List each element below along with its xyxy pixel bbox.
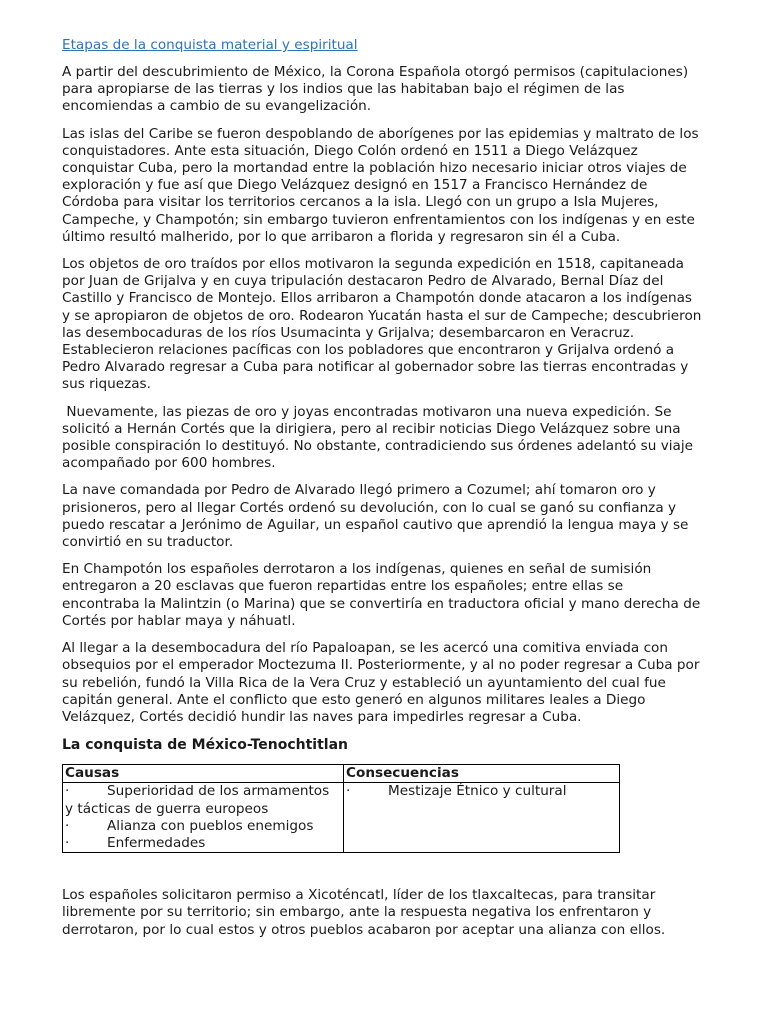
- header-consecuencias: Consecuencias: [344, 765, 620, 783]
- section-heading: La conquista de México-Tenochtitlan: [62, 737, 349, 754]
- causas-cell: [63, 783, 344, 853]
- causa-text: Superioridad de los armamentos y tácticas de guerra europeos: [65, 783, 330, 817]
- consecuencia-text: Mestizaje Étnico y cultural: [388, 783, 567, 800]
- bullet-dot: ·: [346, 783, 351, 800]
- stages-link[interactable]: Etapas de la conquista material y espiritual: [62, 37, 358, 53]
- bullet-dot: ·: [65, 783, 70, 800]
- causa-item: [65, 835, 341, 852]
- table-header-row: [63, 765, 620, 783]
- causa-text: Alianza con pueblos enemigos: [107, 817, 314, 834]
- causa-text: Enfermedades: [107, 834, 206, 851]
- paragraph-2: Las islas del Caribe se fueron despoblando de aborígenes por las epidemias y maltrato de los conquistadores. Ante esta situación, Diego Colón ordenó en 1511 a Diego Velázquez conquistar Cuba, pero la mortandad entre la población hizo necesario iniciar otros viajes de exploración y fue así que Diego Velázquez designó en 1517 a Francisco Hernández de Córdoba para visitar los territorios cercanos a la isla. Llegó con un grupo a Isla Mujeres, Campeche, y Champotón; sin embargo tuvieron enfrentamientos con los indígenas y en este último resultó malherido, por lo que arribaron a florida y regresaron sin él a Cuba.: [62, 125, 699, 245]
- final-paragraph: Los españoles solicitaron permiso a Xicoténcatl, líder de los tlaxcaltecas, para transitar libremente por su territorio; sin embargo, ante la respuesta negativa los enfrentaron y derrotaron, por lo cual estos y otros pueblos acabaron por aceptar una alianza con ellos.: [62, 887, 666, 938]
- causa-item: [65, 783, 341, 817]
- document-page: [62, 36, 702, 949]
- table-row: [63, 783, 620, 853]
- causes-consequences-table: [62, 764, 620, 853]
- bullet-dot: ·: [65, 834, 70, 851]
- header-causas: Causas: [63, 765, 344, 783]
- paragraph-1: A partir del descubrimiento de México, la Corona Española otorgó permisos (capitulaciones) para apropiarse de las tierras y los indios que las habitaban bajo el régimen de las encomiendas a cambio de su evangelización.: [62, 64, 689, 115]
- consecuencias-cell: [344, 783, 620, 853]
- bullet-dot: ·: [65, 817, 70, 834]
- paragraph-7: Al llegar a la desembocadura del río Papaloapan, se les acercó una comitiva enviada con obsequios por el emperador Moctezuma II. Posteriormente, y al no poder regresar a Cuba por su rebelión, fundó la Villa Rica de la Vera Cruz y estableció un ayuntamiento del cual fue capitán general. Ante el conflicto que esto generó en algunos militares leales a Diego Velázquez, Cortés decidió hundir las naves para impedirles regresar a Cuba.: [62, 640, 700, 725]
- paragraph-5: La nave comandada por Pedro de Alvarado llegó primero a Cozumel; ahí tomaron oro y prisioneros, pero al llegar Cortés ordenó su devolución, con lo cual se ganó su confianza y puedo rescatar a Jerónimo de Aguilar, un español cautivo que aprendió la lengua maya y se convirtió en su traductor.: [62, 482, 689, 551]
- causa-item: [65, 818, 341, 835]
- paragraph-4: Nuevamente, las piezas de oro y joyas encontradas motivaron una nueva expedición. Se solicitó a Hernán Cortés que la dirigiera, pero al recibir noticias Diego Velázquez sobre una posible conspiración lo destituyó. No obstante, contradiciendo sus órdenes adelantó su viaje acompañado por 600 hombres.: [62, 403, 698, 472]
- consecuencia-item: [346, 783, 617, 800]
- paragraph-3: Los objetos de oro traídos por ellos motivaron la segunda expedición en 1518, capitaneada por Juan de Grijalva y en cuya tripulación destacaron Pedro de Alvarado, Bernal Díaz del Castillo y Francisco de Montejo. Ellos arribaron a Champotón donde atacaron a los indígenas y se apropiaron de objetos de oro. Rodearon Yucatán hasta el sur de Campeche; descubrieron las desembocaduras de los ríos Usumacinta y Grijalva; desembarcaron en Veracruz. Establecieron relaciones pacíficas con los pobladores que encontraron y Grijalva ordenó a Pedro Alvarado regresar a Cuba para notificar al gobernador sobre las tierras encontradas y sus riquezas.: [62, 256, 702, 393]
- paragraph-6: En Champotón los españoles derrotaron a los indígenas, quienes en señal de sumisión entregaron a 20 esclavas que fueron repartidas entre los españoles; entre ellas se encontraba la Malintzin (o Marina) que se convertiría en traductora oficial y mano derecha de Cortés por hablar maya y náhuatl.: [62, 561, 701, 629]
